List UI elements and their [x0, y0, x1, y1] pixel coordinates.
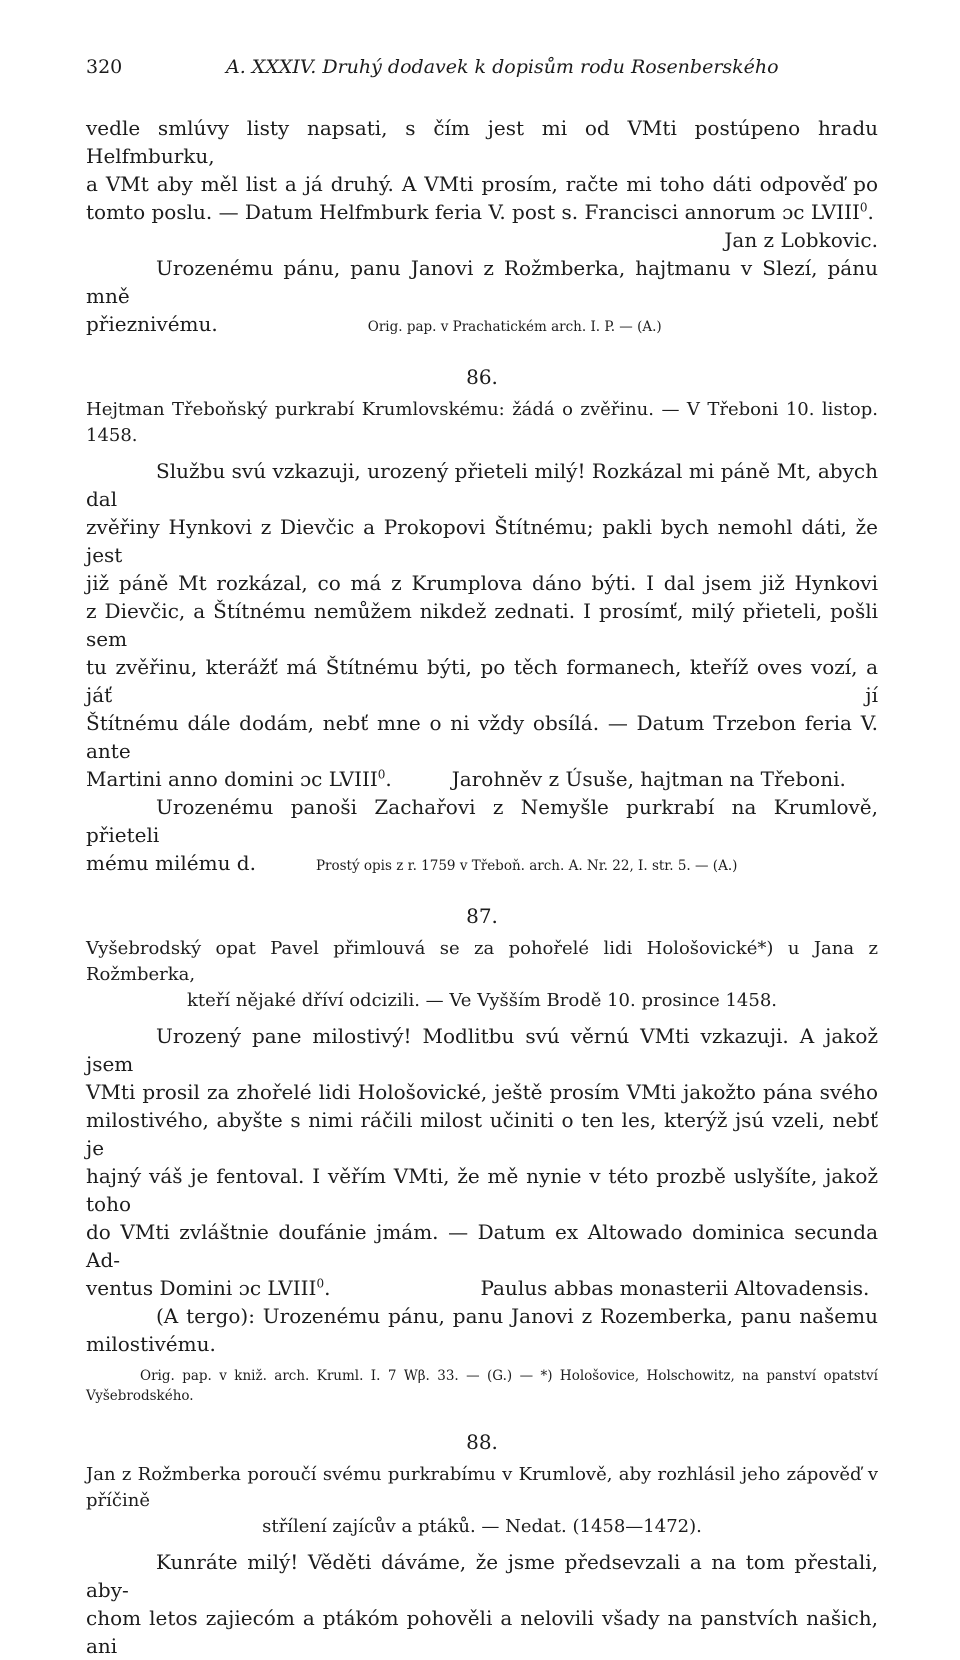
text-line: vedle smlúvy listy napsati, s čím jest mi od VMti postúpeno hradu Helfmburku,: [86, 116, 878, 168]
text-line: hajný váš je fentoval. I věřím VMti, že mě nynie v této prozbě uslyšíte, jakož toho: [86, 1164, 878, 1216]
document-number: 88.: [466, 1430, 498, 1454]
text-line: milostivého, abyšte s nimi ráčili milost učiniti o ten les, kterýž jsú vzeli, nebť je: [86, 1108, 878, 1160]
page-number: 320: [86, 56, 123, 78]
address-line-end: mému milému d. Prostý opis z r. 1759 v Třeboň. arch. A. Nr. 22, I. str. 5. — (A.): [86, 851, 738, 875]
signature: Jarohněv z Úsuše, hajtman na Třeboni.: [451, 767, 846, 791]
text-line: tu zvěřinu, kterážť má Štítnému býti, po těch formanech, kteříž oves vozí, a jáť jí: [86, 655, 878, 707]
regest: Hejtman Třeboňský purkrabí Krumlovskému: žádá o zvěřinu. — V Třeboni 10. listop. 1458.: [86, 399, 878, 446]
signature: Paulus abbas monasterii Altovadensis.: [480, 1276, 870, 1300]
address-line: Urozenému pánu, panu Janovi z Rožmberka, hajtmanu v Slezí, pánu mně: [86, 256, 878, 308]
source-note: Orig. pap. v Prachatickém arch. I. P. — (A.): [367, 319, 662, 335]
footnote: Orig. pap. v kniž. arch. Kruml. I. 7 Wβ. 33. — (G.) — *) Hološovice, Holschowitz, na panství opatství Vyšebrodského.: [86, 1368, 878, 1404]
address-line-end: milostivému.: [86, 1332, 216, 1356]
regest: Jan z Rožmberka poroučí svému purkrabímu v Krumlově, aby rozhlásil jeho zápověď v příčině střílení zajícův a ptáků. — Nedat. (1458—1472).: [86, 1464, 878, 1537]
running-title: A. XXXIV. Druhý dodavek k dopisům rodu Rosenberského: [226, 56, 779, 78]
text-line: chom letos zajiecóm a ptákóm pohověli a nelovili všady na panstvích našich, ani: [86, 1606, 878, 1658]
document-85-tail: [86, 114, 878, 341]
regest: Vyšebrodský opat Pavel přimlouvá se za pohořelé lidi Hološovické*) u Jana z Rožmberka, kteří nějaké dříví odcizili. — Ve Vyšším Brodě 10. prosince 1458.: [86, 938, 878, 1011]
source-note: Prostý opis z r. 1759 v Třeboň. arch. A. Nr. 22, I. str. 5. — (A.): [315, 858, 738, 874]
text-line: již páně Mt rozkázal, co má z Krumplova dáno býti. I dal jsem již Hynkovi: [86, 571, 878, 595]
document-number: 86.: [466, 365, 498, 389]
text-line: do VMti zvláštnie doufánie jmám. — Datum ex Altowado dominica secunda Ad-: [86, 1220, 878, 1272]
document-88: [86, 1428, 878, 1660]
text-line: a VMt aby měl list a já druhý. A VMti prosím, račte mi toho dáti odpověď po: [86, 172, 878, 196]
document-86: [86, 363, 878, 880]
document-number: 87.: [466, 904, 498, 928]
dating-line: tomto poslu. — Datum Helfmburk feria V. post s. Francisci annorum ɔc LVIII$^0$.: [86, 200, 874, 224]
text-line: Kunráte milý! Věděti dáváme, že jsme předsevzali a na tom přestali, aby-: [86, 1550, 878, 1602]
text-line: Službu svú vzkazuji, urozený přieteli milý! Rozkázal mi páně Mt, abych dal: [86, 459, 878, 511]
address-line: (A tergo): Urozenému pánu, panu Janovi z Rozemberka, panu našemu: [156, 1304, 878, 1328]
text-line: zvěřiny Hynkovi z Dievčic a Prokopovi Štítnému; pakli bych nemohl dáti, že jest: [86, 515, 878, 567]
document-87: [86, 902, 878, 1406]
dating-line: Martini anno domini ɔc LVIII$^0$. Jarohněv z Úsuše, hajtman na Třeboni.: [86, 767, 846, 791]
text-line: Urozený pane milostivý! Modlitbu svú věrnú VMti vzkazuji. A jakož jsem: [86, 1024, 878, 1076]
page-body: [86, 114, 878, 1660]
dating-line: ventus Domini ɔc LVIII$^0$. Paulus abbas monasterii Altovadensis.: [86, 1276, 870, 1300]
page-header: [86, 56, 878, 86]
text-line: Štítnému dále dodám, nebť mne o ni vždy obsílá. — Datum Trzebon feria V. ante: [86, 711, 878, 763]
signature: Jan z Lobkovic.: [724, 228, 878, 252]
address-line: Urozenému panoši Zachařovi z Nemyšle purkrabí na Krumlově, přieteli: [86, 795, 878, 847]
address-line-end: přieznivému. Orig. pap. v Prachatickém arch. I. P. — (A.): [86, 312, 662, 336]
text-line: VMti prosil za zhořelé lidi Hološovické, ještě prosím VMti jakožto pána svého: [86, 1080, 878, 1104]
text-line: z Dievčic, a Štítnému nemůžem nikdež zednati. I prosímť, milý přieteli, pošli sem: [86, 599, 878, 651]
